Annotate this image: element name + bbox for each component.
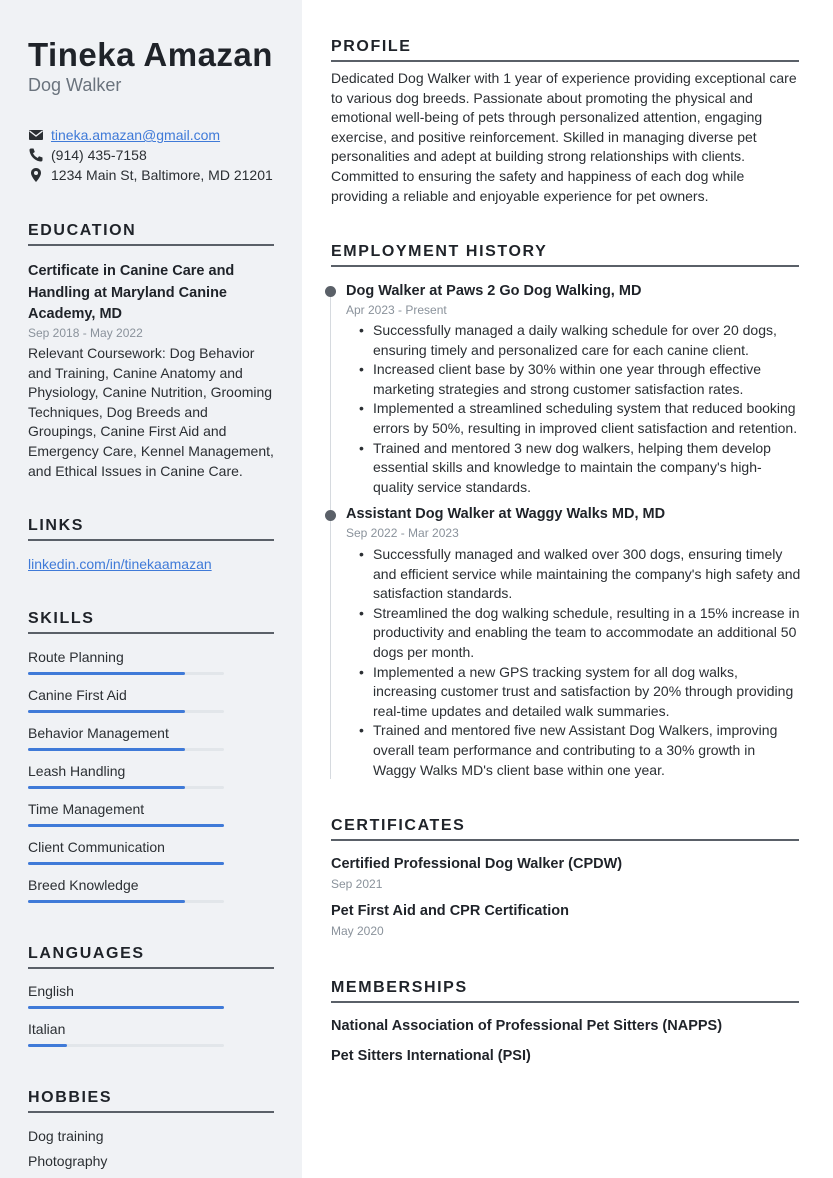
timeline-dot xyxy=(325,510,336,521)
skill-label: Client Communication xyxy=(28,839,165,855)
hobbies-divider xyxy=(28,1111,274,1113)
address-text: 1234 Main St, Baltimore, MD 21201 xyxy=(51,167,273,183)
skill-bar-track xyxy=(28,900,224,903)
phone-text: (914) 435-7158 xyxy=(51,147,147,163)
employment-divider xyxy=(331,265,799,267)
skill-bar-track xyxy=(28,786,224,789)
hobby-item: Photography xyxy=(28,1153,108,1169)
hobbies-heading: HOBBIES xyxy=(28,1089,113,1106)
skill-label: Behavior Management xyxy=(28,725,169,741)
employment-heading: EMPLOYMENT HISTORY xyxy=(331,243,548,260)
timeline-dot xyxy=(325,286,336,297)
profile-divider xyxy=(331,60,799,62)
skill-bar-fill xyxy=(28,900,185,903)
skill-bar-track xyxy=(28,710,224,713)
job-bullet: • Trained and mentored 3 new dog walkers, helping them develop essential skills and knowledge to maintain the company's high-quality service standards. xyxy=(359,439,801,498)
skill-label: Time Management xyxy=(28,801,145,817)
job-date: Sep 2022 - Mar 2023 xyxy=(346,526,459,540)
skills-divider xyxy=(28,632,274,634)
job-bullet: • Increased client base by 30% within one year through effective marketing strategies and strong customer satisfaction rates. xyxy=(359,360,801,399)
map-pin-icon xyxy=(28,167,44,183)
certificate-date: Sep 2021 xyxy=(331,877,383,891)
job-title: Dog Walker xyxy=(28,75,122,95)
contact-address xyxy=(28,165,273,185)
skills-heading: SKILLS xyxy=(28,610,95,627)
membership-item: Pet Sitters International (PSI) xyxy=(331,1048,531,1064)
membership-item: National Association of Professional Pet Sitters (NAPPS) xyxy=(331,1018,723,1034)
certificate-title: Pet First Aid and CPR Certification xyxy=(331,903,569,919)
skill-bar-fill xyxy=(28,824,224,827)
skill-bar-fill xyxy=(28,1006,224,1009)
job-title-entry: Dog Walker at Paws 2 Go Dog Walking, MD xyxy=(346,283,642,299)
skill-bar-track xyxy=(28,1044,224,1047)
job-bullet: • Trained and mentored five new Assistant Dog Walkers, improving overall team performance and contributing to a 30% growth in Waggy Walks MD's client base within one year. xyxy=(359,721,801,780)
skill-label: Canine First Aid xyxy=(28,687,127,703)
timeline-line xyxy=(330,293,331,779)
phone-icon xyxy=(28,147,44,163)
certificates-divider xyxy=(331,839,799,841)
skill-bar-fill xyxy=(28,672,185,675)
candidate-name: Tineka Amazan xyxy=(28,36,273,73)
hobby-item: Dog training xyxy=(28,1128,104,1144)
profile-heading: PROFILE xyxy=(331,38,412,55)
envelope-icon xyxy=(28,127,44,143)
skill-bar-fill xyxy=(28,710,185,713)
certificate-title: Certified Professional Dog Walker (CPDW) xyxy=(331,856,623,872)
skill-bar-track xyxy=(28,824,224,827)
skill-bar-track xyxy=(28,748,224,751)
contact-email xyxy=(28,125,220,145)
skill-label: Leash Handling xyxy=(28,763,126,779)
certificate-date: May 2020 xyxy=(331,924,384,938)
skill-label: Italian xyxy=(28,1021,66,1037)
job-bullet: • Streamlined the dog walking schedule, resulting in a 15% increase in productivity and enabling the team to accommodate an additional 50 dogs per month. xyxy=(359,604,801,663)
job-bullet: • Successfully managed a daily walking schedule for over 20 dogs, ensuring timely and personalized care for each canine client. xyxy=(359,321,801,360)
certificates-heading: CERTIFICATES xyxy=(331,817,466,834)
languages-divider xyxy=(28,967,274,969)
job-title-entry: Assistant Dog Walker at Waggy Walks MD, MD xyxy=(346,506,666,522)
skill-bar-track xyxy=(28,862,224,865)
skill-label: Route Planning xyxy=(28,649,124,665)
skill-bar-fill xyxy=(28,862,224,865)
job-bullet: • Successfully managed and walked over 300 dogs, ensuring timely and efficient service while maintaining the company's high safety and satisfaction standards. xyxy=(359,545,801,604)
links-divider xyxy=(28,539,274,541)
profile-text: Dedicated Dog Walker with 1 year of experience providing exceptional care to various dog breeds. Passionate about promoting the physical and emotional well-being of pets through personalized attention, engaging exercise, and positive reinforcement. Skilled in managing diverse pet personalities and adept at building strong relationships with clients. Committed to ensuring the safety and happiness of each dog while providing a reliable and enjoyable experience for pet owners. xyxy=(331,70,797,204)
job-bullets xyxy=(359,545,801,780)
skill-bar-track xyxy=(28,672,224,675)
skill-label: Breed Knowledge xyxy=(28,877,139,893)
memberships-heading: MEMBERSHIPS xyxy=(331,979,468,996)
email-link[interactable]: tineka.amazan@gmail.com xyxy=(51,127,221,143)
skill-bar-fill xyxy=(28,748,185,751)
education-heading: EDUCATION xyxy=(28,222,137,239)
education-title: Certificate in Canine Care and Handling at Maryland Canine Academy, MD xyxy=(28,263,235,322)
contact-phone xyxy=(28,145,147,165)
job-date: Apr 2023 - Present xyxy=(346,303,447,317)
skill-bar-fill xyxy=(28,1044,67,1047)
languages-heading: LANGUAGES xyxy=(28,945,145,962)
links-heading: LINKS xyxy=(28,517,84,534)
skill-bar-track xyxy=(28,1006,224,1009)
education-description: Relevant Coursework: Dog Behavior and Training, Canine Anatomy and Physiology, Canine Nutrition, Grooming Techniques, Dog Breeds and Groupings, Canine First Aid and Emergency Care, Kennel Management, and Ethical Issues in Canine Care. xyxy=(28,345,274,479)
linkedin-link[interactable]: linkedin.com/in/tinekaamazan xyxy=(28,556,212,572)
job-bullet: • Implemented a streamlined scheduling system that reduced booking errors by 50%, resulting in improved client satisfaction and retention. xyxy=(359,399,801,438)
job-bullets xyxy=(359,321,801,497)
education-date: Sep 2018 - May 2022 xyxy=(28,326,143,340)
job-bullet: • Implemented a new GPS tracking system for all dog walks, increasing customer trust and satisfaction by 20% through providing real-time updates and detailed walk summaries. xyxy=(359,663,801,722)
memberships-divider xyxy=(331,1001,799,1003)
education-divider xyxy=(28,244,274,246)
skill-label: English xyxy=(28,983,74,999)
skill-bar-fill xyxy=(28,786,185,789)
